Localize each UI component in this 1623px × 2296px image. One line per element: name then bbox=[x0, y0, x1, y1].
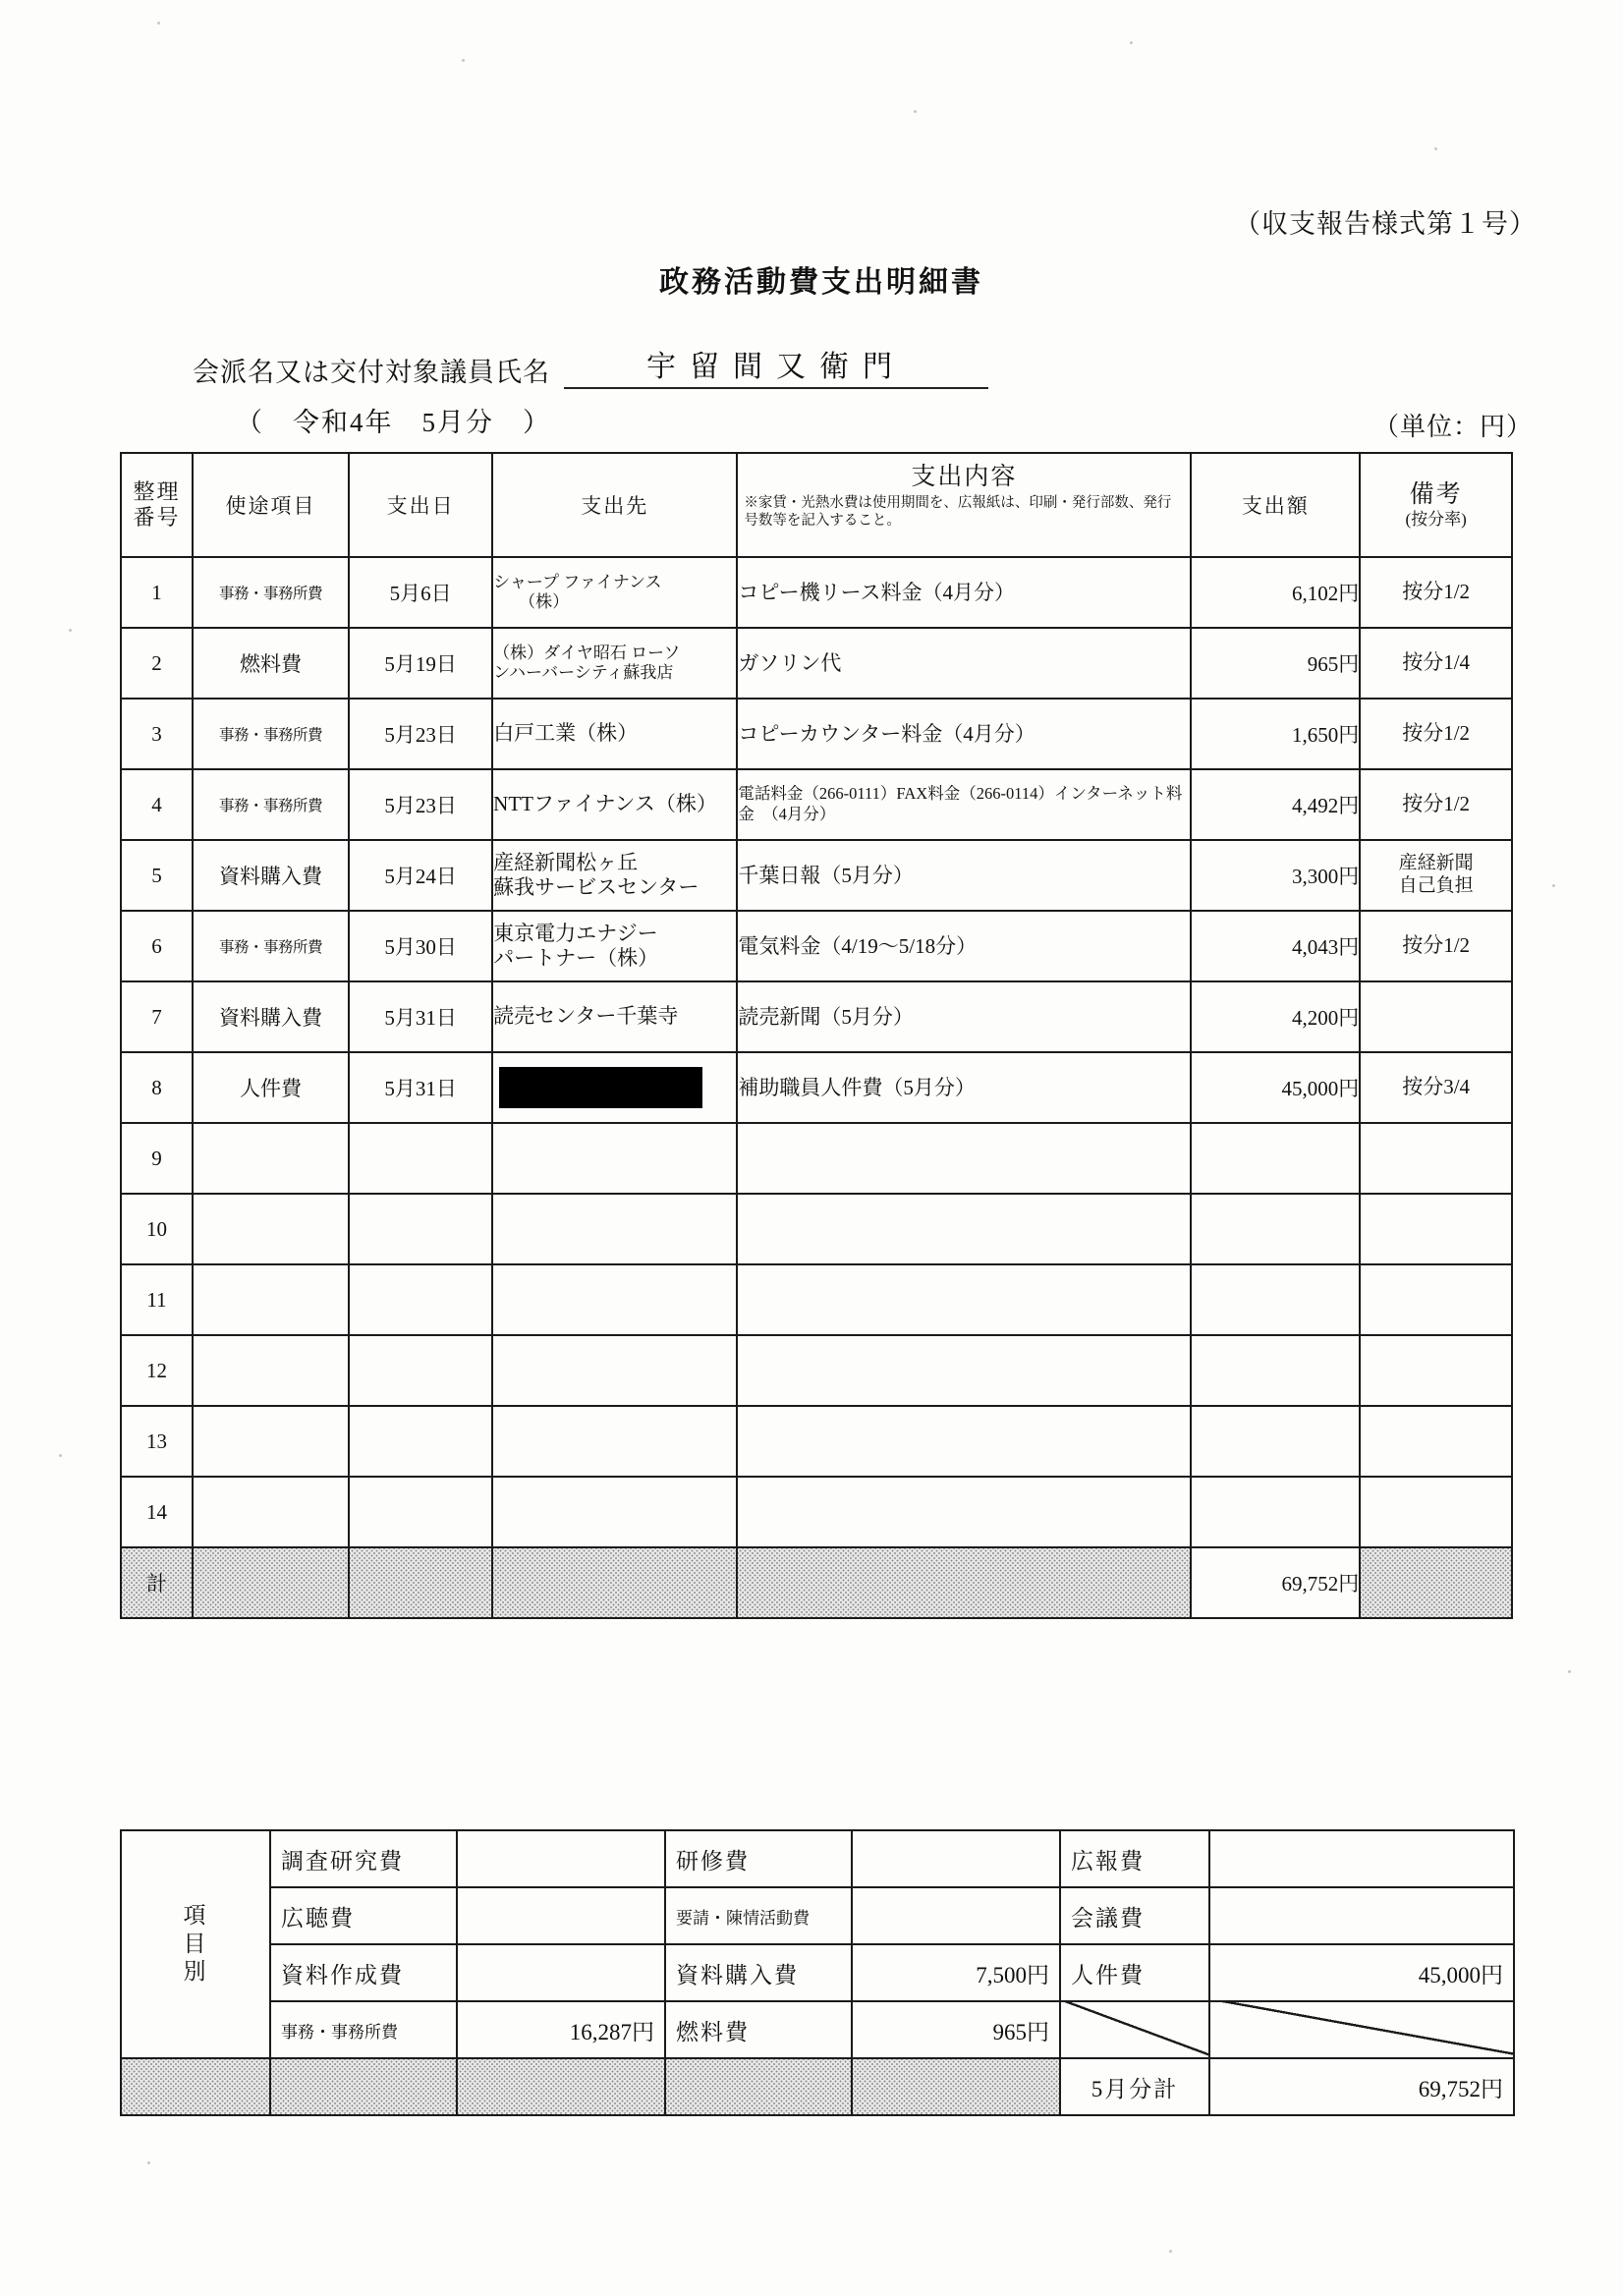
redaction-bar bbox=[499, 1067, 702, 1108]
cell-no: 9 bbox=[121, 1123, 193, 1194]
summary-total-filler bbox=[121, 2058, 270, 2115]
cell-content: 読売新聞（5月分） bbox=[737, 981, 1191, 1052]
cell-no: 5 bbox=[121, 840, 193, 911]
cell-item bbox=[193, 1194, 349, 1264]
table-row bbox=[121, 699, 1512, 769]
cell-amount: 1,650円 bbox=[1191, 699, 1360, 769]
cell-item: 事務・事務所費 bbox=[193, 699, 349, 769]
summary-value-office: 16,287円 bbox=[457, 2001, 665, 2058]
cell-payee-line2: ンハーバーシティ蘇我店 bbox=[493, 663, 674, 682]
table-row bbox=[121, 1264, 1512, 1335]
cell-content bbox=[737, 1335, 1191, 1406]
cell-payee: 読売センター千葉寺 bbox=[492, 981, 737, 1052]
summary-label-research: 調査研究費 bbox=[270, 1830, 457, 1887]
cell-amount bbox=[1191, 1406, 1360, 1477]
table-row bbox=[121, 981, 1512, 1052]
cell-remarks bbox=[1360, 981, 1512, 1052]
header-date: 支出日 bbox=[349, 453, 492, 557]
table-row bbox=[121, 1335, 1512, 1406]
total-filler bbox=[193, 1547, 349, 1618]
cell-no: 14 bbox=[121, 1477, 193, 1547]
cell-date: 5月30日 bbox=[349, 911, 492, 981]
cell-payee-line2: 蘇我サービスセンター bbox=[493, 875, 700, 899]
cell-item: 資料購入費 bbox=[193, 840, 349, 911]
header-amount: 支出額 bbox=[1191, 453, 1360, 557]
summary-label-pr: 広報費 bbox=[1060, 1830, 1209, 1887]
cell-remarks: 按分1/2 bbox=[1360, 557, 1512, 628]
header-item: 使途項目 bbox=[193, 453, 349, 557]
cell-no: 2 bbox=[121, 628, 193, 699]
cell-content bbox=[737, 1406, 1191, 1477]
summary-label-hearing: 広聴費 bbox=[270, 1887, 457, 1944]
cell-date bbox=[349, 1406, 492, 1477]
cell-no: 6 bbox=[121, 911, 193, 981]
cell-content bbox=[737, 1477, 1191, 1547]
cell-payee-line1: 産経新聞松ヶ丘 bbox=[493, 850, 639, 874]
cell-no: 1 bbox=[121, 557, 193, 628]
cell-item: 燃料費 bbox=[193, 628, 349, 699]
cell-date: 5月6日 bbox=[349, 557, 492, 628]
cell-date bbox=[349, 1123, 492, 1194]
category-summary-table bbox=[120, 1829, 1515, 2116]
summary-value-fuel: 965円 bbox=[852, 2001, 1060, 2058]
cell-content: 電話料金（266-0111）FAX料金（266-0114）インターネット料金 （4月分） bbox=[737, 769, 1191, 840]
table-total-row bbox=[121, 1547, 1512, 1618]
summary-value-material-creation bbox=[457, 1944, 665, 2001]
header-remarks bbox=[1360, 453, 1512, 557]
scan-speckle bbox=[1130, 41, 1133, 44]
cell-payee bbox=[492, 1123, 737, 1194]
cell-content bbox=[737, 1123, 1191, 1194]
cell-payee bbox=[492, 840, 737, 911]
cell-date bbox=[349, 1477, 492, 1547]
cell-amount: 6,102円 bbox=[1191, 557, 1360, 628]
header-payee: 支出先 bbox=[492, 453, 737, 557]
table-row bbox=[121, 1052, 1512, 1123]
table-row bbox=[121, 911, 1512, 981]
cell-payee bbox=[492, 628, 737, 699]
page-title: 政務活動費支出明細書 bbox=[659, 266, 983, 299]
cell-payee bbox=[492, 1406, 737, 1477]
summary-total-filler bbox=[665, 2058, 852, 2115]
name-value: 宇留間又衛門 bbox=[564, 342, 988, 389]
cell-amount bbox=[1191, 1123, 1360, 1194]
summary-row bbox=[121, 2001, 1514, 2058]
cell-payee bbox=[492, 557, 737, 628]
summary-label-material-purchase: 資料購入費 bbox=[665, 1944, 852, 2001]
cell-payee-line2: （株） bbox=[519, 592, 570, 611]
cell-remarks bbox=[1360, 1264, 1512, 1335]
total-filler bbox=[492, 1547, 737, 1618]
table-header-row bbox=[121, 453, 1512, 557]
cell-remarks bbox=[1360, 1123, 1512, 1194]
header-no bbox=[121, 453, 193, 557]
cell-amount bbox=[1191, 1264, 1360, 1335]
total-filler bbox=[349, 1547, 492, 1618]
summary-value-research bbox=[457, 1830, 665, 1887]
table-row bbox=[121, 1406, 1512, 1477]
cell-no: 4 bbox=[121, 769, 193, 840]
cell-content: コピー機リース料金（4月分） bbox=[737, 557, 1191, 628]
table-row bbox=[121, 1477, 1512, 1547]
cell-remarks: 按分1/2 bbox=[1360, 769, 1512, 840]
summary-value-meeting bbox=[1209, 1887, 1514, 1944]
scan-speckle bbox=[59, 1454, 62, 1457]
unit-label: （単位：円） bbox=[1372, 413, 1533, 441]
cell-date: 5月24日 bbox=[349, 840, 492, 911]
cell-item: 資料購入費 bbox=[193, 981, 349, 1052]
cell-date: 5月31日 bbox=[349, 981, 492, 1052]
summary-label-training: 研修費 bbox=[665, 1830, 852, 1887]
cell-content: 電気料金（4/19〜5/18分） bbox=[737, 911, 1191, 981]
cell-no: 8 bbox=[121, 1052, 193, 1123]
cell-content: ガソリン代 bbox=[737, 628, 1191, 699]
period-label: （ 令和4年 5月分 ） bbox=[236, 408, 551, 437]
summary-blank-diagonal bbox=[1060, 2001, 1209, 2058]
cell-date: 5月19日 bbox=[349, 628, 492, 699]
cell-no: 10 bbox=[121, 1194, 193, 1264]
cell-payee: NTTファイナンス（株） bbox=[492, 769, 737, 840]
summary-total-filler bbox=[457, 2058, 665, 2115]
cell-content bbox=[737, 1194, 1191, 1264]
total-filler bbox=[1360, 1547, 1512, 1618]
cell-payee-line1: （株）ダイヤ昭石 ローソ bbox=[493, 643, 681, 662]
cell-amount bbox=[1191, 1194, 1360, 1264]
cell-remarks: 按分1/2 bbox=[1360, 911, 1512, 981]
summary-label-fuel: 燃料費 bbox=[665, 2001, 852, 2058]
cell-item bbox=[193, 1406, 349, 1477]
name-label: 会派名又は交付対象議員氏名 bbox=[193, 358, 550, 387]
cell-remarks bbox=[1360, 1406, 1512, 1477]
cell-item: 事務・事務所費 bbox=[193, 769, 349, 840]
cell-amount bbox=[1191, 1335, 1360, 1406]
cell-remarks: 按分3/4 bbox=[1360, 1052, 1512, 1123]
cell-content: 千葉日報（5月分） bbox=[737, 840, 1191, 911]
scan-speckle bbox=[1552, 884, 1555, 887]
cell-item: 事務・事務所費 bbox=[193, 911, 349, 981]
cell-amount: 4,200円 bbox=[1191, 981, 1360, 1052]
cell-remarks bbox=[1360, 840, 1512, 911]
cell-date: 5月31日 bbox=[349, 1052, 492, 1123]
cell-no: 12 bbox=[121, 1335, 193, 1406]
summary-label-petition: 要請・陳情活動費 bbox=[665, 1887, 852, 1944]
summary-total-filler bbox=[270, 2058, 457, 2115]
cell-date bbox=[349, 1194, 492, 1264]
cell-item: 事務・事務所費 bbox=[193, 557, 349, 628]
scan-speckle bbox=[147, 2161, 150, 2164]
cell-content: 補助職員人件費（5月分） bbox=[737, 1052, 1191, 1123]
expense-table bbox=[120, 452, 1513, 1619]
summary-row bbox=[121, 1830, 1514, 1887]
summary-value-pr bbox=[1209, 1830, 1514, 1887]
summary-label-meeting: 会議費 bbox=[1060, 1887, 1209, 1944]
summary-category-char: 目 bbox=[183, 1931, 208, 1956]
cell-payee bbox=[492, 1477, 737, 1547]
summary-label-office: 事務・事務所費 bbox=[270, 2001, 457, 2058]
summary-month-total-label: 5月分計 bbox=[1060, 2058, 1209, 2115]
scan-speckle bbox=[462, 59, 465, 62]
scan-speckle bbox=[157, 22, 160, 25]
cell-remarks-line2: 自己負担 bbox=[1398, 875, 1474, 896]
summary-total-filler bbox=[852, 2058, 1060, 2115]
summary-month-total-value: 69,752円 bbox=[1209, 2058, 1514, 2115]
name-row bbox=[193, 342, 988, 389]
cell-content bbox=[737, 1264, 1191, 1335]
cell-remarks bbox=[1360, 1194, 1512, 1264]
summary-category-char: 項 bbox=[183, 1902, 208, 1928]
cell-no: 7 bbox=[121, 981, 193, 1052]
summary-label-personnel: 人件費 bbox=[1060, 1944, 1209, 2001]
summary-value-petition bbox=[852, 1887, 1060, 1944]
cell-payee-line1: シャープ ファイナンス bbox=[493, 572, 662, 591]
cell-remarks-line1: 産経新聞 bbox=[1398, 853, 1474, 874]
total-label: 計 bbox=[121, 1547, 193, 1618]
cell-payee-line1: 東京電力エナジー bbox=[493, 921, 658, 945]
cell-remarks bbox=[1360, 1477, 1512, 1547]
cell-item bbox=[193, 1264, 349, 1335]
header-content-note: ※家賃・光熱水費は使用期間を、広報紙は、印刷・発行部数、発行号数等を記入すること。 bbox=[744, 495, 1172, 530]
cell-no: 11 bbox=[121, 1264, 193, 1335]
header-remarks-sub: (按分率) bbox=[1405, 509, 1467, 529]
total-amount: 69,752円 bbox=[1191, 1547, 1360, 1618]
cell-payee bbox=[492, 1194, 737, 1264]
cell-date bbox=[349, 1335, 492, 1406]
cell-content: コピーカウンター料金（4月分） bbox=[737, 699, 1191, 769]
header-no-line1: 整理 bbox=[133, 479, 181, 505]
summary-category-label bbox=[121, 1830, 270, 2058]
summary-value-training bbox=[852, 1830, 1060, 1887]
cell-remarks: 按分1/4 bbox=[1360, 628, 1512, 699]
table-row bbox=[121, 1123, 1512, 1194]
scan-speckle bbox=[69, 629, 72, 632]
header-remarks-title: 備考 bbox=[1409, 481, 1463, 509]
cell-amount: 45,000円 bbox=[1191, 1052, 1360, 1123]
header-no-line2: 番号 bbox=[133, 505, 181, 530]
cell-amount: 4,043円 bbox=[1191, 911, 1360, 981]
cell-payee bbox=[492, 911, 737, 981]
table-row bbox=[121, 840, 1512, 911]
scan-speckle bbox=[1434, 147, 1437, 150]
table-row bbox=[121, 557, 1512, 628]
summary-category-char: 別 bbox=[183, 1959, 208, 1985]
total-filler bbox=[737, 1547, 1191, 1618]
cell-item: 人件費 bbox=[193, 1052, 349, 1123]
cell-amount bbox=[1191, 1477, 1360, 1547]
cell-no: 13 bbox=[121, 1406, 193, 1477]
cell-date: 5月23日 bbox=[349, 769, 492, 840]
cell-no: 3 bbox=[121, 699, 193, 769]
cell-date: 5月23日 bbox=[349, 699, 492, 769]
table-row bbox=[121, 628, 1512, 699]
cell-payee-redacted bbox=[492, 1052, 737, 1123]
summary-value-hearing bbox=[457, 1887, 665, 1944]
summary-row bbox=[121, 1944, 1514, 2001]
cell-amount: 965円 bbox=[1191, 628, 1360, 699]
summary-row bbox=[121, 1887, 1514, 1944]
header-content bbox=[737, 453, 1191, 557]
summary-value-personnel: 45,000円 bbox=[1209, 1944, 1514, 2001]
summary-total-row bbox=[121, 2058, 1514, 2115]
cell-amount: 3,300円 bbox=[1191, 840, 1360, 911]
header-content-title: 支出内容 bbox=[911, 464, 1018, 490]
cell-payee: 白戸工業（株） bbox=[492, 699, 737, 769]
cell-item bbox=[193, 1477, 349, 1547]
cell-remarks bbox=[1360, 1335, 1512, 1406]
scan-speckle bbox=[1568, 1670, 1571, 1673]
cell-payee-line2: パートナー（株） bbox=[493, 946, 659, 970]
table-row bbox=[121, 769, 1512, 840]
cell-remarks: 按分1/2 bbox=[1360, 699, 1512, 769]
cell-date bbox=[349, 1264, 492, 1335]
scan-speckle bbox=[914, 110, 917, 113]
form-number: （収支報告様式第１号） bbox=[1234, 209, 1537, 239]
summary-label-material-creation: 資料作成費 bbox=[270, 1944, 457, 2001]
cell-item bbox=[193, 1335, 349, 1406]
scan-speckle bbox=[1169, 2250, 1172, 2253]
cell-amount: 4,492円 bbox=[1191, 769, 1360, 840]
cell-payee bbox=[492, 1264, 737, 1335]
cell-payee bbox=[492, 1335, 737, 1406]
cell-item bbox=[193, 1123, 349, 1194]
table-row bbox=[121, 1194, 1512, 1264]
summary-blank-diagonal bbox=[1209, 2001, 1514, 2058]
summary-value-material-purchase: 7,500円 bbox=[852, 1944, 1060, 2001]
